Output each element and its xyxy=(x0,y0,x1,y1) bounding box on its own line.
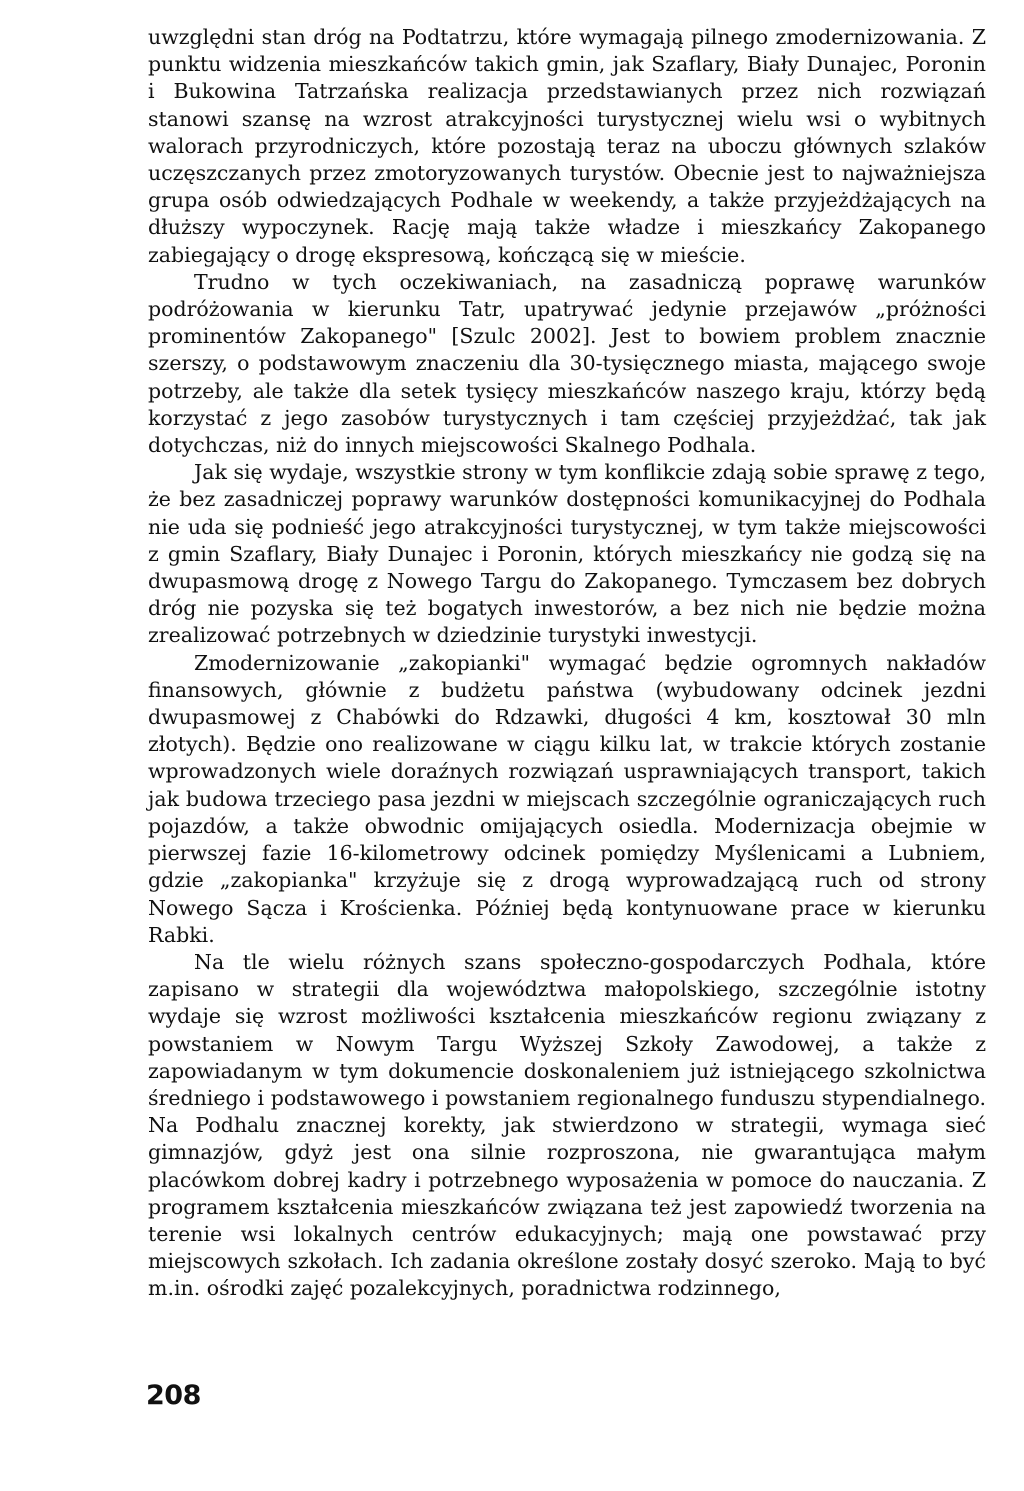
page-number: 208 xyxy=(146,1380,201,1411)
paragraph-1: uwzględni stan dróg na Podtatrzu, które wymagają pilnego zmodernizowania. Z punktu widzenia mieszkańców takich gmin, jak Szaflary, Biały Dunajec, Poronin i Bukowina Tatrzańska realizacja przedstawianych przez nich rozwiązań stanowi szansę na wzrost atrakcyjności turystycznej wielu wsi o wybitnych walorach przyrodniczych, które pozostają teraz na uboczu głównych szlaków uczęszczanych przez zmotoryzowanych turystów. Obecnie jest to najważniejsza grupa osób odwiedzających Podhale w weekendy, a także przyjeżdżających na dłuższy wypoczynek. Rację mają także władze i mieszkańcy Zakopanego zabiegający o drogę ekspresową, kończącą się w mieście. xyxy=(148,25,986,267)
paragraph-2: Trudno w tych oczekiwaniach, na zasadniczą poprawę warunków podróżowania w kierunku Tatr, upatrywać jedynie przejawów „próżności prominentów Zakopanego" [Szulc 2002]. Jest to bowiem problem znacznie szerszy, o podstawowym znaczeniu dla 30-tysięcznego miasta, mającego swoje potrzeby, ale także dla setek tysięcy mieszkańców naszego kraju, którzy będą korzystać z jego zasobów turystycznych i tam częściej przyjeżdżać, tak jak dotychczas, niż do innych miejscowości Skalnego Podhala. xyxy=(148,269,986,458)
paragraph-3: Jak się wydaje, wszystkie strony w tym konflikcie zdają sobie sprawę z tego, że bez zasadniczej poprawy warunków dostępności komunikacyjnej do Podhala nie uda się podnieść jego atrakcyjności turystycznej, w tym także miejscowości z gmin Szaflary, Biały Dunajec i Poronin, których mieszkańcy nie godzą się na dwupasmową drogę z Nowego Targu do Zakopanego. Tymczasem bez dobrych dróg nie pozyska się też bogatych inwestorów, a bez nich nie będzie można zrealizować potrzebnych w dziedzinie turystyki inwestycji. xyxy=(148,460,986,648)
page-body xyxy=(148,24,986,1303)
paragraph-4: Zmodernizowanie „zakopianki" wymagać będzie ogromnych nakładów finansowych, głównie z budżetu państwa (wybudowany odcinek jezdni dwupasmowej z Chabówki do Rdzawki, długości 4 km, kosztował 30 mln złotych). Będzie ono realizowane w ciągu kilku lat, w trakcie których zostanie wprowadzonych wiele doraźnych rozwiązań usprawniających transport, takich jak budowa trzeciego pasa jezdni w miejscach szczególnie ograniczających ruch pojazdów, a także obwodnic omijających osiedla. Modernizacja obejmie w pierwszej fazie 16-kilometrowy odcinek pomiędzy Myślenicami a Lubniem, gdzie „zakopianka" krzyżuje się z drogą wyprowadzającą ruch od strony Nowego Sącza i Krościenka. Później będą kontynuowane prace w kierunku Rabki. xyxy=(148,650,986,947)
paragraph-5: Na tle wielu różnych szans społeczno-gospodarczych Podhala, które zapisano w strategii dla województwa małopolskiego, szczególnie istotny wydaje się wzrost możliwości kształcenia mieszkańców regionu związany z powstaniem w Nowym Targu Wyższej Szkoły Zawodowej, a także z zapowiadanym w tym dokumencie doskonaleniem już istniejącego szkolnictwa średniego i podstawowego i powstaniem regionalnego funduszu stypendialnego. Na Podhalu znacznej korekty, jak stwierdzono w strategii, wymaga sieć gimnazjów, gdyż jest ona silnie rozproszona, nie gwarantująca małym placówkom dobrej kadry i potrzebnego wyposażenia w pomoce do nauczania. Z programem kształcenia mieszkańców związana też jest zapowiedź tworzenia na terenie wsi lokalnych centrów edukacyjnych; mają one powstawać przy miejscowych szkołach. Ich zadania określone zostały dosyć szeroko. Mają to być m.in. ośrodki zajęć pozalekcyjnych, poradnictwa rodzinnego, xyxy=(148,949,986,1301)
